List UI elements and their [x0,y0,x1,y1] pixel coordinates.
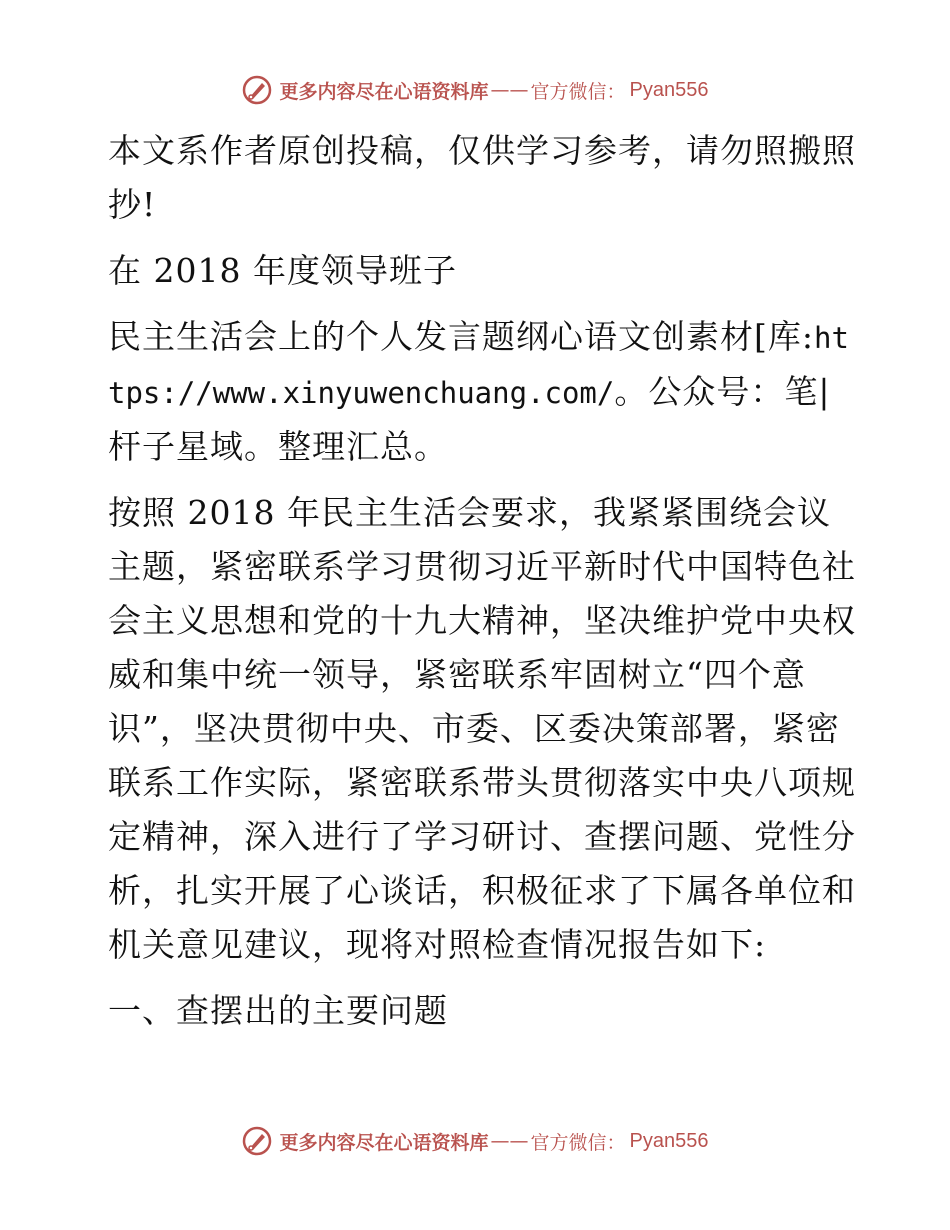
watermark-separator: —— [490,1130,529,1152]
watermark-wechat-label: 官方微信： [530,1131,626,1154]
footer-watermark [0,1124,950,1158]
watermark-site-text: 更多内容尽在心语资料库 [279,80,489,103]
watermark-wechat-id: Pyan556 [629,1129,709,1152]
source-url-link[interactable]: https://www.xinyuwenchuang.com/ [108,321,849,410]
section-heading: 一、查摆出的主要问题 [108,991,448,1030]
title-line-2-tail: 。公众号：笔|杆子星域。整理汇总。 [108,372,831,466]
header-watermark [0,73,950,107]
body-paragraph: 按照 2018 年民主生活会要求，我紧紧围绕会议主题，紧密联系学习贯彻习近平新时代中国特色社会主义思想和党的十九大精神，坚决维护党中央权威和集中统一领导，紧密联系牢固树立“四个意识”，坚决贯彻中央、市委、区委决策部署，紧密联系工作实际，紧密联系带头贯彻落实中央八项规定精神，深入进行了学习研讨、查摆问题、党性分析，扎实开展了心谈话，积极征求了下属各单位和机关意见建议，现将对照检查情况报告如下: [108,493,856,964]
pen-logo-icon [242,75,272,105]
title-line-2 [96,310,856,474]
pen-logo-icon [242,1126,272,1156]
title-line-1: 在 2018 年度领导班子 [108,251,457,290]
title-line-2-text: 民主生活会上的个人发言题纲心语文创素材[库: [108,317,814,356]
watermark-site-text: 更多内容尽在心语资料库 [279,1131,489,1154]
watermark-wechat-id: Pyan556 [629,78,709,101]
document-body [96,120,856,1038]
notice-paragraph: 本文系作者原创投稿，仅供学习参考，请勿照搬照抄! [108,131,856,224]
watermark-wechat-label: 官方微信： [530,80,626,103]
watermark-separator: —— [490,79,529,101]
